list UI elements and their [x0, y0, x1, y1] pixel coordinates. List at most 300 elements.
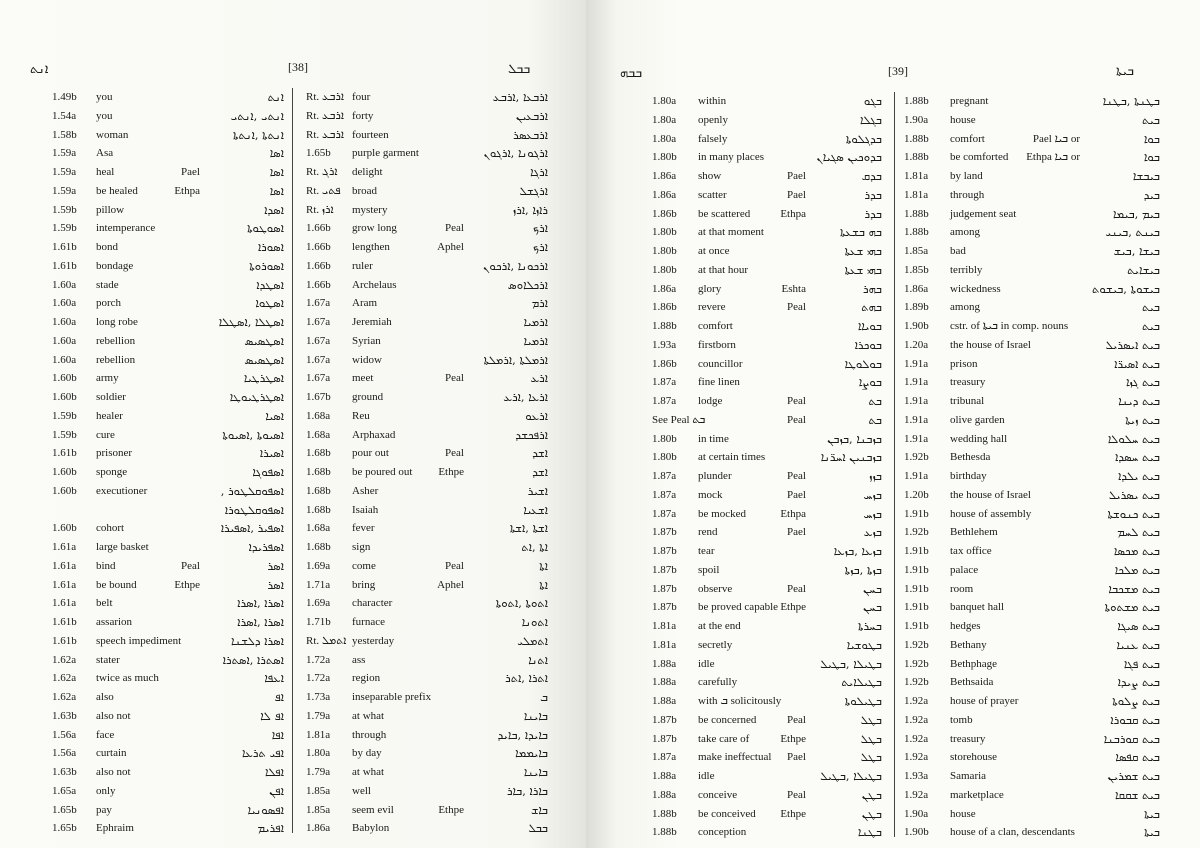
- entry-row: [52, 801, 284, 820]
- entry-stem: Peal: [787, 788, 806, 801]
- entry-row: [52, 426, 284, 445]
- entry-reference: 1.59b: [52, 203, 77, 216]
- entry-reference: 1.91b: [904, 620, 929, 632]
- entry-syriac-headword: ܒܝܫܘܬܐ ,ܒܝܫܘܬ: [1092, 281, 1160, 296]
- entry-gloss: cure: [96, 428, 115, 441]
- entry-gloss: Bethany: [950, 638, 987, 651]
- entry-row: [652, 673, 882, 692]
- entry-gloss: come: [352, 559, 376, 572]
- entry-syriac-headword: ܐܦܢ: [269, 783, 284, 798]
- entry-row: [52, 726, 284, 745]
- entry-row: [652, 598, 882, 617]
- entry-gloss: spoil: [698, 563, 720, 576]
- entry-gloss: soldier: [96, 391, 126, 403]
- entry-gloss: fever: [352, 522, 375, 535]
- entry-row: [306, 313, 548, 332]
- entry-syriac-headword: ܒܝܬ ܕܝܢܐ: [1118, 394, 1160, 408]
- entry-row: [904, 823, 1160, 842]
- entry-reference: 1.67a: [306, 316, 331, 328]
- entry-gloss: pour out: [352, 447, 389, 460]
- entry-row: [652, 486, 882, 505]
- entry-gloss: porch: [96, 297, 122, 310]
- entry-row: [306, 744, 548, 763]
- entry-gloss: large basket: [96, 541, 149, 553]
- entry-reference: 1.88b: [904, 95, 929, 107]
- entry-reference: 1.80b: [652, 245, 677, 257]
- entry-syriac-headword: ܐܪܦܟܫܕ: [515, 427, 548, 442]
- entry-row: [306, 613, 548, 632]
- entry-syriac-headword: ܐܪܟܘܢܐ ,ܐܪܟܘܢ: [483, 258, 548, 273]
- entry-reference: 1.91a: [904, 432, 929, 445]
- entry-row: [306, 444, 548, 463]
- entry-row: [904, 692, 1160, 711]
- entry-reference: 1.61a: [52, 559, 77, 572]
- entry-reference: 1.88b: [652, 320, 677, 332]
- left-running-head-syriac-end: ܒܒܠ: [508, 62, 531, 77]
- entry-syriac-headword: ܐܪܡܠܬܐ ,ܐܪܡܠܬܐ: [483, 352, 548, 367]
- entry-gloss: grow long: [352, 222, 397, 235]
- entry-gloss: be poured out: [352, 466, 413, 478]
- entry-syriac-headword: ܐܣܬܪܐ ,ܐܣܬܪܐ: [222, 652, 284, 667]
- entry-syriac-headword: ܐܣܘܪܘܬܐ: [249, 258, 284, 273]
- entry-gloss: delight: [352, 166, 383, 178]
- entry-row: [52, 313, 284, 332]
- entry-syriac-headword: ܐܪܟ: [533, 240, 548, 254]
- entry-row: [652, 148, 882, 167]
- entry-row: [904, 317, 1160, 336]
- entry-syriac-headword: ܐܣܛܪܛܝܘܛܐ: [229, 390, 284, 404]
- entry-syriac-headword: ܒܒܠ: [528, 821, 548, 836]
- entry-stem: Aphel: [437, 241, 464, 253]
- entry-row: [904, 617, 1160, 636]
- entry-stem: Ethpe: [174, 578, 200, 591]
- entry-gloss: comfort: [950, 132, 985, 145]
- entry-reference: 1.60a: [52, 334, 77, 347]
- entry-gloss: cohort: [96, 522, 125, 535]
- entry-row: [652, 523, 882, 542]
- entry-reference: 1.90b: [904, 320, 929, 332]
- entry-gloss: by land: [950, 170, 983, 182]
- entry-reference: 1.68b: [306, 466, 331, 478]
- entry-reference: 1.66b: [306, 222, 331, 235]
- entry-gloss: with ܒ solicitously: [698, 695, 782, 707]
- entry-syriac-headword: ܒܝܬ ܩܒܘܪܐ: [1110, 712, 1160, 727]
- entry-row: [52, 163, 284, 182]
- entry-row: [306, 163, 548, 182]
- entry-row: [904, 111, 1160, 130]
- entry-reference: 1.61b: [52, 447, 77, 460]
- entry-syriac-headword: ܐܪܒܥܝܢ: [515, 108, 548, 123]
- entry-gloss: bad: [950, 245, 966, 257]
- entry-reference: 1.67a: [306, 372, 331, 385]
- entry-reference: 1.69a: [306, 559, 331, 572]
- entry-syriac-headword: ܒܐܝܢܐ: [523, 765, 548, 779]
- entry-syriac-headword: ܐܦܪܝܡ: [257, 821, 284, 836]
- entry-reference: 1.68a: [306, 409, 331, 422]
- entry-gloss: terribly: [950, 263, 983, 276]
- entry-syriac-headword: ܒܝܡ ,ܒܝܡܐ: [1113, 206, 1160, 221]
- entry-gloss: marketplace: [950, 788, 1004, 801]
- entry-gloss: pillow: [96, 203, 125, 216]
- entry-row: [52, 407, 284, 426]
- entry-row: [904, 673, 1160, 692]
- entry-reference: 1.88a: [652, 676, 677, 689]
- entry-row: [52, 351, 284, 370]
- entry-row: [904, 392, 1160, 411]
- entry-row: [306, 726, 548, 745]
- entry-gloss: tribunal: [950, 395, 985, 407]
- entry-reference: See Peal ܒܬ: [652, 413, 706, 426]
- entry-syriac-headword: ܐܣܦܪܝܕܐ: [248, 540, 284, 554]
- entry-row: [652, 355, 882, 374]
- entry-syriac-headword: ܒܙܥܐ ,ܒܙܥܐ: [833, 544, 882, 558]
- entry-syriac-headword: ܒܝܬ ܙܝܬܐ: [1125, 412, 1160, 427]
- entry-reference: 1.87b: [652, 713, 677, 726]
- entry-gloss: Jeremiah: [352, 316, 392, 328]
- entry-gloss: wickedness: [950, 282, 1001, 295]
- entry-gloss: you: [96, 109, 113, 122]
- entry-syriac-headword: ܒܗܝ ܫܥܬܐ: [844, 262, 882, 277]
- entry-syriac-headword: ܒܗܬ: [861, 300, 882, 315]
- entry-reference: Rt. ܐܪܓ: [306, 166, 338, 178]
- entry-reference: 1.88b: [904, 207, 929, 220]
- entry-row: [652, 505, 882, 524]
- entry-gloss: face: [96, 728, 115, 741]
- entry-reference: 1.92a: [904, 751, 929, 764]
- entry-row: [904, 167, 1160, 186]
- entry-syriac-headword: ܒܐܪܐ ,ܒܐܪ: [506, 783, 548, 798]
- entry-reference: 1.65b: [52, 803, 77, 816]
- entry-row: [306, 294, 548, 313]
- entry-reference: 1.59a: [52, 147, 77, 160]
- entry-gloss: pay: [96, 803, 112, 816]
- entry-row: [52, 201, 284, 220]
- entry-row: [652, 692, 882, 711]
- entry-row: [306, 557, 548, 576]
- entry-syriac-headword: ܐܪܒܥܐ ,ܐܪܒܥ: [492, 90, 548, 104]
- entry-gloss: curtain: [96, 747, 127, 760]
- entry-syriac-headword: ܒܝܬ ܫܡܪܝܢ: [1107, 769, 1160, 783]
- entry-syriac-headword: ܐܣܛܪܛܝܐ: [243, 371, 284, 386]
- entry-gloss: region: [352, 672, 381, 685]
- entry-syriac-headword: ܐܪܡܝܐ: [523, 333, 548, 348]
- entry-syriac-headword: ܒܝܬ ܩܘܪܒܢܐ: [1103, 731, 1160, 746]
- entry-reference: 1.88b: [904, 132, 929, 145]
- entry-syriac-headword: ܐܬܐ ,ܐܬ: [521, 540, 548, 554]
- entry-reference: 1.85a: [904, 245, 929, 257]
- entry-gloss: carefully: [698, 676, 738, 689]
- entry-reference: 1.92a: [904, 713, 929, 726]
- entry-reference: 1.81a: [652, 638, 677, 651]
- entry-row: [52, 613, 284, 632]
- entry-row: [52, 782, 284, 801]
- entry-row: [904, 242, 1160, 261]
- entry-syriac-headword: ܒܝܬ ܡܟܣܐ: [1113, 544, 1160, 558]
- entry-row: [52, 238, 284, 257]
- entry-stem: Pael: [787, 488, 806, 501]
- entry-reference: 1.80b: [652, 151, 677, 164]
- entry-reference: 1.60a: [52, 353, 77, 366]
- entry-reference: 1.91b: [904, 601, 929, 614]
- entry-syriac-headword: ܒܛܝܠܐܝܬ: [841, 675, 882, 690]
- entry-gloss: the house of Israel: [950, 488, 1031, 501]
- entry-reference: 1.71b: [306, 616, 331, 628]
- entry-gloss: Isaiah: [352, 503, 379, 516]
- entry-reference: 1.87a: [652, 470, 677, 482]
- entry-gloss: twice as much: [96, 672, 159, 685]
- entry-row: [306, 369, 548, 388]
- entry-row: [52, 538, 284, 557]
- entry-reference: 1.59b: [52, 222, 77, 235]
- entry-gloss: idle: [698, 770, 715, 782]
- entry-row: [652, 580, 882, 599]
- entry-row: [904, 486, 1160, 505]
- entry-row: [904, 786, 1160, 805]
- entry-reference: 1.67a: [306, 297, 331, 310]
- entry-row: [904, 655, 1160, 674]
- entry-syriac-headword: ܐܪܓܐ: [530, 165, 548, 179]
- entry-gloss: bring: [352, 578, 376, 591]
- right-page-number: [39]: [888, 64, 908, 78]
- entry-row: [52, 276, 284, 295]
- entry-syriac-headword: ܐܪܥܘ: [525, 408, 548, 423]
- entry-reference: 1.87b: [652, 563, 677, 576]
- entry-reference: 1.87a: [652, 751, 677, 764]
- entry-gloss: be mocked: [698, 507, 746, 520]
- entry-gloss: cstr. of ܒܝܬܐ in comp. nouns: [950, 320, 1069, 332]
- entry-gloss: glory: [698, 282, 722, 295]
- entry-syriac-headword: ܐܫܥܝܐ: [523, 502, 548, 517]
- entry-row: [652, 167, 882, 186]
- entry-reference: 1.67b: [306, 391, 331, 403]
- entry-reference: 1.49b: [52, 91, 77, 103]
- entry-gloss: prisoner: [96, 447, 133, 460]
- entry-reference: 1.54a: [52, 109, 77, 122]
- entry-syriac-headword: ܐܦܝ ܬܪܥܐ: [241, 746, 284, 761]
- entry-row: [652, 392, 882, 411]
- entry-row: [52, 107, 284, 126]
- entry-syriac-headword: ܐܣܦܘܩܠܛܘܪܐ: [224, 502, 284, 517]
- entry-reference: 1.86a: [652, 282, 677, 295]
- entry-reference: 1.79a: [306, 766, 331, 778]
- entry-row: [52, 463, 284, 482]
- entry-reference: 1.68b: [306, 484, 331, 497]
- entry-stem: Peal: [445, 222, 464, 235]
- entry-stem: Eshta: [781, 282, 806, 295]
- entry-row: [52, 576, 284, 595]
- entry-row: [306, 257, 548, 276]
- entry-reference: 1.92b: [904, 451, 929, 464]
- entry-row: [904, 767, 1160, 786]
- entry-row: [904, 261, 1160, 280]
- entry-row: [306, 88, 548, 107]
- entry-syriac-headword: ܐܣܝܪܐ: [259, 446, 284, 461]
- entry-syriac-headword: ܐܣܘܪܐ: [257, 240, 284, 254]
- entry-row: [652, 561, 882, 580]
- entry-syriac-headword: ܐܪܥܐ ,ܐܪܥ: [503, 390, 548, 404]
- entry-row: [306, 782, 548, 801]
- entry-syriac-headword: ܐܣܐ: [269, 146, 284, 161]
- entry-reference: 1.86b: [652, 207, 677, 220]
- entry-row: [652, 711, 882, 730]
- entry-column: [904, 92, 1160, 842]
- entry-syriac-headword: ܒܛܝܠܐ ,ܒܛܝܠ: [820, 656, 882, 671]
- left-page-number: [38]: [288, 60, 308, 74]
- entry-reference: 1.66b: [306, 278, 331, 291]
- entry-gloss: lengthen: [352, 241, 390, 253]
- entry-reference: 1.60a: [52, 297, 77, 310]
- entry-row: [904, 561, 1160, 580]
- entry-gloss: Samaria: [950, 770, 987, 782]
- entry-gloss: firstborn: [698, 338, 736, 351]
- entry-row: [904, 748, 1160, 767]
- entry-gloss: bind: [96, 559, 116, 572]
- entry-row: [52, 257, 284, 276]
- entry-stem: Peal: [787, 301, 806, 314]
- entry-row: [652, 748, 882, 767]
- entry-reference: Rt. ܐܪܙ: [306, 203, 334, 216]
- entry-gloss: be healed: [96, 184, 138, 197]
- entry-row: [52, 388, 284, 407]
- entry-row: [52, 126, 284, 145]
- entry-reference: 1.62a: [52, 672, 77, 685]
- entry-syriac-headword: ܐܣܐ: [269, 183, 284, 198]
- entry-syriac-headword: ܐܣܝܐ: [265, 408, 284, 423]
- entry-syriac-headword: ܐܫܕ: [532, 465, 548, 479]
- entry-reference: 1.87b: [652, 526, 677, 539]
- entry-gloss: be bound: [96, 578, 137, 591]
- entry-reference: 1.87b: [652, 601, 677, 614]
- entry-gloss: Babylon: [352, 822, 390, 835]
- entry-gloss: intemperance: [96, 222, 156, 235]
- entry-reference: 1.81a: [904, 170, 929, 182]
- entry-row: [306, 519, 548, 538]
- entry-syriac-headword: ܐܣܘܛܘܬܐ: [247, 221, 284, 236]
- entry-reference: 1.60b: [52, 391, 77, 403]
- entry-gloss: tax office: [950, 545, 992, 557]
- entry-syriac-headword: ܪܐܙܐ ,ܐܪܙ: [512, 202, 548, 217]
- entry-gloss: widow: [352, 353, 382, 366]
- entry-reference: 1.68b: [306, 503, 331, 516]
- entry-stem: Ethpe: [780, 732, 806, 745]
- entry-reference: 1.58b: [52, 128, 77, 141]
- entry-syriac-headword: ܐܢܬܝ ,ܐܢܬܝ: [230, 108, 284, 123]
- entry-reference: 1.60a: [52, 278, 77, 291]
- entry-syriac-headword: ܐܦܠܐ: [265, 765, 284, 779]
- entry-row: [904, 411, 1160, 430]
- entry-row: [652, 186, 882, 205]
- entry-syriac-headword: ܒܓܠܐ: [859, 112, 882, 127]
- entry-row: [652, 261, 882, 280]
- entry-syriac-headword: ܐܣܪܐ ܕܠܫܢܐ: [231, 633, 284, 648]
- entry-row: [306, 182, 548, 201]
- entry-reference: 1.61b: [52, 241, 77, 253]
- entry-gloss: furnace: [352, 616, 385, 628]
- entry-gloss: Asa: [96, 147, 114, 160]
- entry-gloss: Bethsaida: [950, 676, 994, 689]
- entry-row: [306, 388, 548, 407]
- entry-syriac-headword: ܐܪܟܠܐܘܣ: [507, 277, 548, 292]
- entry-reference: 1.68b: [306, 447, 331, 460]
- entry-row: [652, 242, 882, 261]
- entry-gloss: house of prayer: [950, 695, 1019, 707]
- entry-syriac-headword: ܒܗܪ: [863, 281, 882, 296]
- entry-gloss: fourteen: [352, 128, 389, 141]
- entry-syriac-headword: ܒܝܬ ܟܢܘܫܬܐ: [1107, 506, 1160, 521]
- entry-syriac-headword: ܐܣܐ: [269, 165, 284, 179]
- entry-row: [904, 336, 1160, 355]
- entry-reference: 1.88b: [652, 826, 677, 839]
- entry-stem: Pael: [787, 188, 806, 201]
- entry-syriac-headword: ܒܘܝܐܐ: [857, 319, 882, 333]
- entry-reference: 1.66b: [306, 259, 331, 272]
- entry-reference: Rt. ܐܪܒܥ: [306, 91, 344, 103]
- entry-syriac-headword: ܒܕܪ: [864, 206, 882, 221]
- entry-syriac-headword: ܒܐܝܡܡܐ: [515, 746, 548, 761]
- entry-syriac-headword: ܒܛܘܫܝܐ: [846, 637, 882, 652]
- entry-gloss: ass: [352, 653, 366, 666]
- entry-reference: 1.73a: [306, 691, 331, 703]
- entry-syriac-headword: ܐܢܬܬܐ ,ܐܢܬܬܐ: [233, 127, 284, 142]
- entry-row: [652, 317, 882, 336]
- entry-reference: 1.85a: [306, 784, 331, 797]
- entry-reference: 1.88a: [652, 788, 677, 801]
- entry-stem: Aphel: [437, 578, 464, 591]
- entry-stem: Pael: [787, 751, 806, 764]
- entry-row: [52, 369, 284, 388]
- entry-syriac-headword: ܒܝܬ ܣܝܓܐ: [1117, 619, 1160, 633]
- entry-row: [306, 482, 548, 501]
- entry-row: [652, 411, 882, 430]
- entry-row: [52, 219, 284, 238]
- entry-gloss: woman: [96, 128, 129, 141]
- entry-gloss: ruler: [352, 259, 373, 272]
- entry-syriac-headword: ܒܐܫ: [530, 802, 548, 817]
- entry-gloss: assarion: [96, 616, 133, 628]
- entry-reference: 1.59a: [52, 166, 77, 178]
- entry-gloss: among: [950, 226, 980, 239]
- entry-gloss: idle: [698, 657, 715, 670]
- right-page: [586, 0, 1200, 848]
- entry-reference: 1.85a: [306, 803, 331, 816]
- entry-syriac-headword: ܒܘܟܪܐ: [854, 337, 882, 352]
- entry-reference: 1.80b: [652, 263, 677, 276]
- entry-syriac-headword: ܐܪܟ: [533, 221, 548, 236]
- left-running-head-syriac: ܐܢܬ: [30, 62, 49, 77]
- entry-reference: 1.63b: [52, 709, 77, 722]
- entry-row: [52, 182, 284, 201]
- entry-stem: Pael: [787, 170, 806, 182]
- entry-gloss: councillor: [698, 357, 743, 370]
- entry-syriac-headword: ܒܝܬ ܐܝܣܪܝܠ: [1105, 337, 1160, 352]
- entry-syriac-headword: ܒܓܘ: [863, 94, 882, 108]
- entry-row: [652, 130, 882, 149]
- entry-gloss: treasury: [950, 376, 986, 389]
- entry-gloss: in many places: [698, 151, 764, 164]
- entry-gloss: comfort: [698, 320, 733, 332]
- entry-syriac-headword: ܒܚܢ: [863, 581, 882, 596]
- entry-row: [652, 467, 882, 486]
- entry-reference: 1.86a: [652, 188, 677, 201]
- entry-row: [652, 542, 882, 561]
- entry-row: [52, 651, 284, 670]
- entry-syriac-headword: ܐܣܛܘܐ: [255, 296, 284, 311]
- entry-row: [904, 430, 1160, 449]
- entry-row: [904, 355, 1160, 374]
- entry-row: [306, 688, 548, 707]
- entry-gloss: executioner: [96, 484, 148, 497]
- entry-gloss: through: [950, 188, 985, 201]
